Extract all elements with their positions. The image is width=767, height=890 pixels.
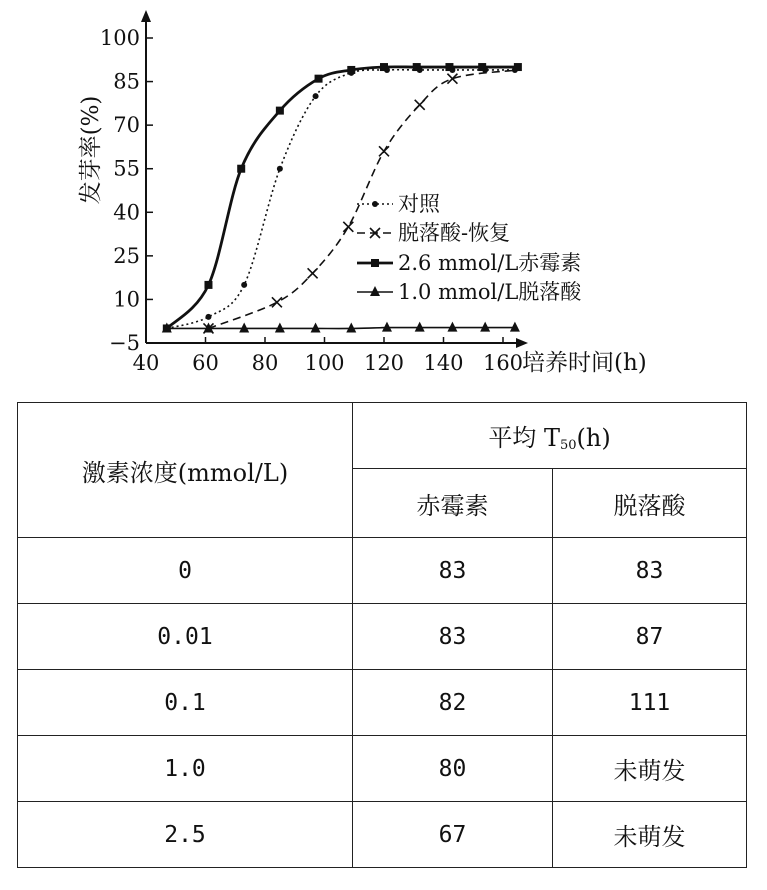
cell-concentration: 1.0 [18,736,353,802]
data-point [379,146,389,156]
data-point [478,63,486,71]
header-abscisic-acid: 脱落酸 [553,469,747,538]
data-point [346,322,356,332]
y-tick-label: 85 [113,69,140,94]
data-point [445,63,453,71]
x-axis-arrow-icon [516,338,528,348]
data-point [205,314,211,320]
header-concentration: 激素浓度(mmol/L) [18,403,353,538]
legend-item [357,251,581,275]
t50-table [17,402,747,868]
data-point [413,63,421,71]
series-line [167,328,515,329]
y-axis-title: 发芽率(%) [78,95,104,205]
data-point [313,93,319,99]
cell-abscisic-acid: 未萌发 [553,802,747,868]
data-point [447,74,457,84]
y-axis-arrow-icon [141,10,151,22]
table-row [18,670,747,736]
x-axis-title: 培养时间(h) [522,350,647,376]
cell-abscisic-acid: 未萌发 [553,736,747,802]
data-point [308,268,318,278]
cell-concentration: 0.1 [18,670,353,736]
legend-item [357,192,441,216]
cell-abscisic-acid: 111 [553,670,747,736]
data-point [311,322,321,332]
legend-label: 1.0 mmol/L脱落酸 [398,280,582,304]
x-tick-label: 40 [132,351,160,375]
data-point [204,281,212,289]
cell-abscisic-acid: 83 [553,538,747,604]
data-point [277,166,283,172]
data-point [510,322,520,332]
cell-concentration: 0 [18,538,353,604]
cell-gibberellin: 83 [353,538,553,604]
cell-gibberellin: 82 [353,670,553,736]
cell-gibberellin: 83 [353,604,553,670]
y-tick-label: 25 [113,243,140,268]
data-point [480,322,490,332]
table-row [18,802,747,868]
y-tick-label: 10 [113,287,140,312]
y-tick-label: 55 [113,156,140,181]
header-gibberellin: 赤霉素 [353,469,553,538]
legend-label: 2.6 mmol/L赤霉素 [398,251,582,275]
table-row [18,736,747,802]
legend-item [357,280,582,304]
x-tick-label: 60 [192,351,219,375]
cell-concentration: 2.5 [18,802,353,868]
legend-marker-icon [371,259,379,267]
data-point [514,63,522,71]
data-point [382,322,392,332]
legend-label: 脱落酸-恢复 [398,221,511,245]
data-point [315,75,323,83]
chart-axes [78,10,647,376]
data-point [239,322,249,332]
x-tick-label: 120 [363,351,405,375]
data-point [447,322,457,332]
y-tick-label: −5 [109,331,140,355]
x-tick-label: 160 [482,351,524,375]
x-tick-label: 100 [304,351,345,375]
y-tick-label: 40 [113,200,140,225]
cell-concentration: 0.01 [18,604,353,670]
legend-label: 对照 [398,192,440,216]
germination-chart [0,0,767,392]
data-point [415,322,425,332]
cell-gibberellin: 67 [353,802,553,868]
legend-marker-icon [370,286,380,296]
legend-item [357,221,510,245]
data-point [241,282,247,288]
y-tick-label: 100 [99,26,140,50]
series-4 [162,322,520,333]
data-point [343,222,353,232]
cell-abscisic-acid: 87 [553,604,747,670]
legend-marker-icon [372,201,378,207]
table-header-row [18,403,747,469]
table-row [18,538,747,604]
data-point [272,297,282,307]
cell-gibberellin: 80 [353,736,553,802]
data-point [275,322,285,332]
chart-legend [357,192,582,304]
header-mean-t50: 平均 $T_{50}(h)$ [353,403,747,469]
data-point [415,100,425,110]
y-tick-label: 70 [113,113,140,138]
x-tick-label: 140 [423,351,464,375]
data-point [380,63,388,71]
table-row [18,604,747,670]
x-tick-label: 80 [251,351,279,375]
data-point [347,66,355,74]
data-point [276,107,284,115]
data-point [237,165,245,173]
